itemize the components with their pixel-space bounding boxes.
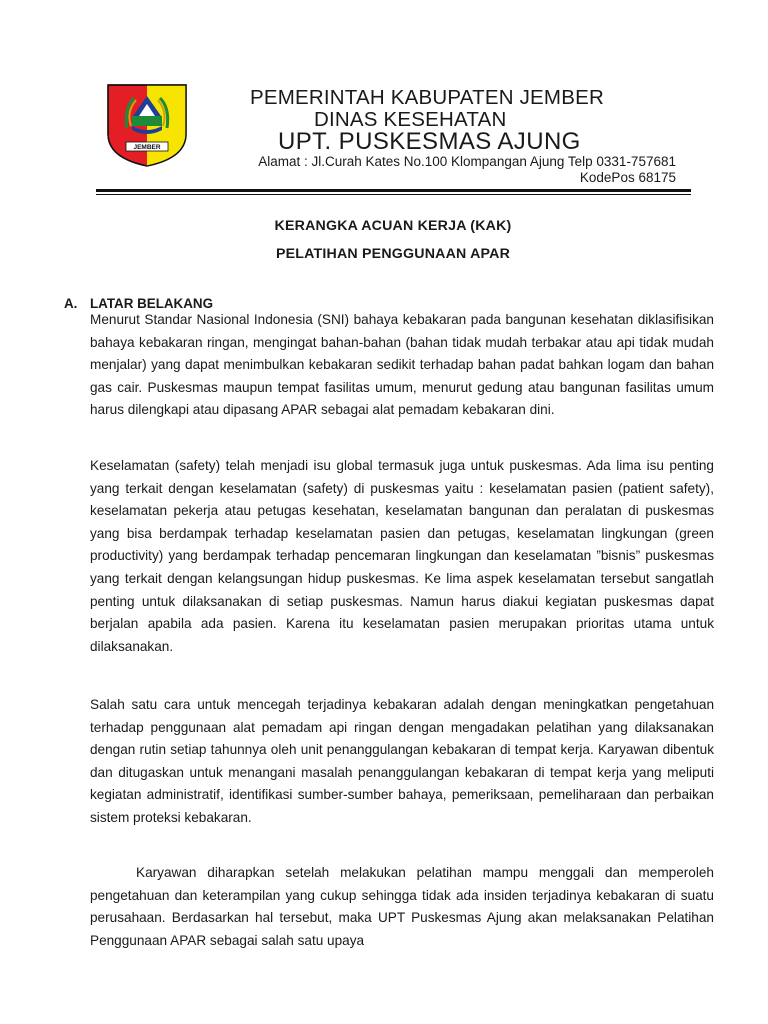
paragraph-block [90,862,714,952]
paragraph-block [90,694,714,830]
section-title: LATAR BELAKANG [90,296,213,311]
jember-emblem-logo [104,82,190,168]
letterhead-address-block [212,154,676,186]
paragraph: Karyawan diharapkan setelah melakukan pelatihan mampu menggali dan memperoleh pengetahuan dan keterampilan yang cukup sehingga tidak ada insiden terjadinya kebakaran di suatu perusahaan. Berdasarkan hal tersebut, maka UPT Puskesmas Ajung akan melaksanakan Pelatihan Penggunaan APAR sebagai salah satu upaya [90,865,714,948]
document-title: KERANGKA ACUAN KERJA (KAK) [274,218,512,234]
letterhead-department: DINAS KESEHATAN [314,108,507,131]
letterhead-institution: UPT. PUSKESMAS AJUNG [278,128,581,155]
section-number: A. [64,296,78,311]
document-subtitle: PELATIHAN PENGGUNAAN APAR [275,246,511,262]
paragraph: Salah satu cara untuk mencegah terjadinya kebakaran adalah dengan meningkatkan pengetahuan terhadap penggunaan alat pemadam api ringan dengan mengadakan pelatihan yang dilaksanakan dengan rutin setiap tahunnya oleh unit penanggulangan kebakaran di tempat kerja. Karyawan dibentuk dan ditugaskan untuk menangani masalah penanggulangan kebakaran di tempat kerja yang meliputi kegiatan administratif, identifikasi sumber-sumber bahaya, pemeriksaan, pemeliharaan dan perbaikan sistem proteksi kebakaran. [90,697,714,825]
letterhead-government: PEMERINTAH KABUPATEN JEMBER [250,86,604,109]
paragraph-block [90,309,714,422]
paragraph: Menurut Standar Nasional Indonesia (SNI) bahaya kebakaran pada bangunan kesehatan diklasifisikan bahaya kebakaran ringan, mengingat bahan-bahan (bahan tidak mudah terbakar atau api tidak mudah menjalar) yang dapat menimbulkan kebakaran sedikit terhadap bahan padat bahkan logam dan bahan gas cair. Puskesmas maupun tempat fasilitas umum, menurut gedung atau bangunan fasilitas umum harus dilengkapi atau dipasang APAR sebagai alat pemadam kebakaran dini. [90,312,714,418]
letterhead-divider-thin [96,194,691,195]
paragraph-block [90,455,714,658]
letterhead-divider-thick [96,189,691,192]
letterhead-address: Alamat : Jl.Curah Kates No.100 Klompangan Ajung Telp 0331-757681 [258,154,676,169]
logo-text: JEMBER [133,144,161,151]
letterhead-postal-code: KodePos 68175 [579,170,676,185]
paragraph: Keselamatan (safety) telah menjadi isu global termasuk juga untuk puskesmas. Ada lima isu penting yang terkait dengan keselamatan (safety) di puskesmas yaitu : keselamatan pasien (patient safety), keselamatan pekerja atau petugas kesehatan, keselamatan bangunan dan peralatan di puskesmas yang bisa berdampak terhadap keselamatan pasien dan petugas, keselamatan lingkungan (green productivity) yang berdampak terhadap pencemaran lingkungan dan keselamatan ”bisnis” puskesmas yang terkait dengan kelangsungan hidup puskesmas. Ke lima aspek keselamatan tersebut sangatlah penting untuk dilaksanakan di setiap puskesmas. Namun harus diakui kegiatan puskesmas dapat berjalan apabila ada pasien. Karena itu keselamatan pasien merupakan prioritas utama untuk dilaksanakan. [90,458,714,654]
